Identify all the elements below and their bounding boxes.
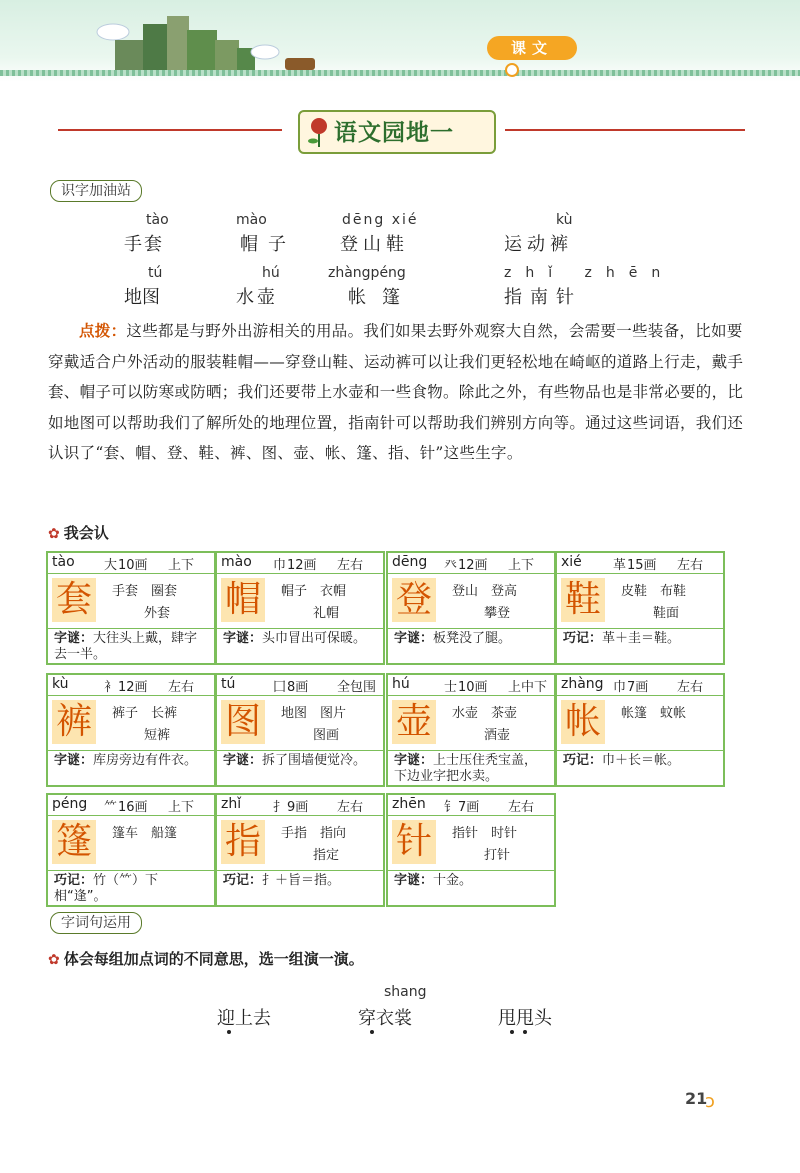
card-character: 套 xyxy=(52,578,96,622)
card-words: 帐篷 蚊帐 xyxy=(621,706,687,721)
card-character: 篷 xyxy=(52,820,96,864)
word-text: 水壶 xyxy=(236,287,278,308)
page-header xyxy=(0,0,800,82)
emphasis-dot xyxy=(227,1030,231,1034)
card-words: 水壶 茶壶 xyxy=(452,706,518,721)
card-words-extra: 酒壶 xyxy=(484,728,511,743)
card-words-extra: 外套 xyxy=(144,606,171,621)
card-words: 登山 登高 xyxy=(452,584,518,599)
card-words: 手指 指向 xyxy=(281,826,347,841)
recognize-title: 我会认 xyxy=(63,524,109,542)
card-hint xyxy=(48,750,214,771)
card-words-extra: 打针 xyxy=(484,848,511,863)
card-words-extra: 礼帽 xyxy=(313,606,340,621)
phrase-3: 甩甩头 xyxy=(498,1008,552,1029)
card-body xyxy=(388,696,554,750)
card-body xyxy=(217,574,383,628)
card-strokes: 12画 xyxy=(458,558,488,573)
card-words: 指针 时针 xyxy=(452,826,518,841)
card-info-row xyxy=(557,675,723,696)
char-card xyxy=(386,551,556,665)
tip-paragraph xyxy=(48,316,754,469)
card-info-row xyxy=(557,553,723,574)
card-hint xyxy=(217,870,383,891)
card-character: 针 xyxy=(392,820,436,864)
card-hint-label: 字谜： xyxy=(223,753,263,768)
flower-icon: ✿ xyxy=(48,526,60,542)
char-card xyxy=(555,551,725,665)
card-radical: 钅 xyxy=(444,800,458,815)
card-pinyin: hú xyxy=(392,676,410,692)
word-pinyin: mào xyxy=(236,212,267,228)
card-hint-text: 大往头上戴，肆字去一半。 xyxy=(54,631,198,662)
card-pinyin: zhēn xyxy=(392,796,426,812)
card-words-extra: 图画 xyxy=(313,728,340,743)
recognize-heading xyxy=(48,522,109,543)
card-hint-label: 字谜： xyxy=(394,631,434,646)
card-hint xyxy=(388,870,554,891)
word-pinyin: tú xyxy=(148,265,163,281)
card-info-row xyxy=(48,675,214,696)
card-character: 帽 xyxy=(221,578,265,622)
card-words: 裤子 长裤 xyxy=(112,706,178,721)
card-hint-label: 字谜： xyxy=(223,631,263,646)
card-info-row xyxy=(217,553,383,574)
card-words-extra: 攀登 xyxy=(484,606,511,621)
card-info-row xyxy=(388,795,554,816)
card-hint xyxy=(48,628,214,665)
word-pinyin: tào xyxy=(146,212,169,228)
card-strokes: 10画 xyxy=(458,680,488,695)
card-words-extra: 指定 xyxy=(313,848,340,863)
card-body xyxy=(48,816,214,870)
word-text: 运动裤 xyxy=(504,234,573,255)
card-info-row xyxy=(388,675,554,696)
card-words: 皮鞋 布鞋 xyxy=(621,584,687,599)
card-radical: 囗 xyxy=(273,680,287,695)
card-hint-text: 上士压住秃宝盖，下边业字把水卖。 xyxy=(394,753,538,784)
section-label-usage: 字词句运用 xyxy=(50,912,142,934)
header-border xyxy=(0,70,800,76)
card-structure: 左右 xyxy=(677,558,704,573)
char-card xyxy=(46,551,216,665)
card-radical: 扌 xyxy=(273,800,287,815)
card-hint-label: 巧记： xyxy=(563,753,603,768)
card-hint-label: 巧记： xyxy=(563,631,603,646)
card-info-row xyxy=(217,675,383,696)
city-illustration xyxy=(95,10,325,72)
card-radical: 巾 xyxy=(613,680,627,695)
card-hint xyxy=(48,870,214,907)
card-hint xyxy=(557,750,723,771)
card-body xyxy=(388,574,554,628)
card-hint-text: 革＋圭＝鞋。 xyxy=(602,631,681,646)
word-pinyin: hú xyxy=(262,265,280,281)
card-hint-label: 字谜： xyxy=(54,753,94,768)
emphasis-dot xyxy=(370,1030,374,1034)
char-card xyxy=(215,793,385,907)
char-card xyxy=(215,551,385,665)
card-strokes: 8画 xyxy=(287,680,309,695)
card-info-row xyxy=(48,553,214,574)
rose-icon xyxy=(304,114,334,148)
card-strokes: 10画 xyxy=(118,558,148,573)
card-hint-text: 巾＋长＝帐。 xyxy=(602,753,681,768)
card-hint xyxy=(557,628,723,649)
card-hint-text: 库房旁边有件衣。 xyxy=(93,753,198,768)
tip-label: 点拨： xyxy=(79,321,127,340)
card-hint-text: 扌＋旨＝指。 xyxy=(262,873,341,888)
card-words-extra: 鞋面 xyxy=(653,606,680,621)
card-radical: 巾 xyxy=(273,558,287,573)
card-radical: 士 xyxy=(444,680,458,695)
emphasis-dot xyxy=(523,1030,527,1034)
phrase-2-pinyin: shang xyxy=(384,984,427,1000)
card-strokes: 12画 xyxy=(287,558,317,573)
card-radical: 革 xyxy=(613,558,627,573)
card-hint-label: 字谜： xyxy=(54,631,94,646)
title-rule-left xyxy=(58,129,282,131)
word-text: 帽子 xyxy=(240,234,296,255)
card-info-row xyxy=(388,553,554,574)
emphasis-dot xyxy=(510,1030,514,1034)
card-words: 帽子 衣帽 xyxy=(281,584,347,599)
card-pinyin: xié xyxy=(561,554,582,570)
word-pinyin: zhàngpéng xyxy=(328,265,406,281)
card-body xyxy=(217,696,383,750)
card-radical: 衤 xyxy=(104,680,118,695)
card-structure: 上下 xyxy=(508,558,535,573)
card-pinyin: tú xyxy=(221,676,236,692)
word-text: 指南针 xyxy=(504,287,582,308)
card-words-extra: 短裤 xyxy=(144,728,171,743)
card-radical: 大 xyxy=(104,558,118,573)
card-hint-text: 竹（⺮）下相“逢”。 xyxy=(54,873,159,904)
card-character: 裤 xyxy=(52,700,96,744)
title-rule-right xyxy=(505,129,745,131)
card-character: 鞋 xyxy=(561,578,605,622)
card-info-row xyxy=(217,795,383,816)
card-radical: 癶 xyxy=(444,558,458,573)
card-strokes: 15画 xyxy=(627,558,657,573)
swirl-ornament-icon: ↄ xyxy=(705,1091,715,1112)
page-title: 语文园地一 xyxy=(334,119,454,146)
char-card xyxy=(386,793,556,907)
card-structure: 全包围 xyxy=(337,680,377,695)
card-body xyxy=(557,574,723,628)
word-pinyin: kù xyxy=(556,212,573,228)
card-hint xyxy=(388,750,554,787)
card-hint-label: 巧记： xyxy=(223,873,263,888)
card-strokes: 12画 xyxy=(118,680,148,695)
card-body xyxy=(217,816,383,870)
task-text: 体会每组加点词的不同意思，选一组演一演。 xyxy=(63,950,364,968)
card-pinyin: péng xyxy=(52,796,88,812)
card-structure: 上中下 xyxy=(508,680,548,695)
char-card xyxy=(215,673,385,787)
word-text: 地图 xyxy=(124,287,160,308)
card-pinyin: dēng xyxy=(392,554,428,570)
card-hint-text: 板凳没了腿。 xyxy=(433,631,512,646)
card-hint-label: 巧记： xyxy=(54,873,94,888)
card-hint-text: 十金。 xyxy=(433,873,473,888)
card-hint-label: 字谜： xyxy=(394,753,434,768)
card-hint xyxy=(217,750,383,771)
card-radical: ⺮ xyxy=(104,800,118,815)
card-hint xyxy=(388,628,554,649)
card-pinyin: zhàng xyxy=(561,676,604,692)
card-structure: 左右 xyxy=(168,680,195,695)
flower-icon: ✿ xyxy=(48,952,60,968)
phrase-1: 迎上去 xyxy=(217,1008,271,1029)
word-text: 登山鞋 xyxy=(340,234,409,255)
char-card xyxy=(386,673,556,787)
card-body xyxy=(48,696,214,750)
card-hint-text: 头巾冒出可保暖。 xyxy=(262,631,367,646)
word-pinyin: zhǐ zhēn xyxy=(504,265,675,281)
card-character: 壶 xyxy=(392,700,436,744)
char-card xyxy=(46,793,216,907)
card-strokes: 16画 xyxy=(118,800,148,815)
card-body xyxy=(388,816,554,870)
card-pinyin: mào xyxy=(221,554,252,570)
card-character: 指 xyxy=(221,820,265,864)
card-body xyxy=(557,696,723,750)
card-character: 登 xyxy=(392,578,436,622)
card-strokes: 7画 xyxy=(627,680,649,695)
tab-marker xyxy=(505,63,519,77)
card-character: 图 xyxy=(221,700,265,744)
word-text: 手套 xyxy=(124,234,164,255)
card-body xyxy=(48,574,214,628)
card-structure: 左右 xyxy=(508,800,535,815)
card-strokes: 7画 xyxy=(458,800,480,815)
char-card xyxy=(555,673,725,787)
page-number: 21 xyxy=(685,1089,708,1108)
card-words: 手套 圈套 xyxy=(112,584,178,599)
card-structure: 上下 xyxy=(168,558,195,573)
word-text: 帐篷 xyxy=(348,287,416,308)
card-structure: 左右 xyxy=(677,680,704,695)
card-hint-label: 字谜： xyxy=(394,873,434,888)
card-hint-text: 拆了围墙便觉冷。 xyxy=(262,753,367,768)
card-info-row xyxy=(48,795,214,816)
phrase-2: 穿衣裳 xyxy=(358,1008,412,1029)
card-structure: 左右 xyxy=(337,558,364,573)
task-instruction xyxy=(48,948,364,969)
card-words: 地图 图片 xyxy=(281,706,347,721)
char-card xyxy=(46,673,216,787)
card-structure: 左右 xyxy=(337,800,364,815)
lesson-tab[interactable]: 课文 xyxy=(487,36,577,60)
card-pinyin: tào xyxy=(52,554,75,570)
word-pinyin: dēng xié xyxy=(342,212,419,228)
card-character: 帐 xyxy=(561,700,605,744)
card-structure: 上下 xyxy=(168,800,195,815)
card-pinyin: kù xyxy=(52,676,69,692)
card-pinyin: zhǐ xyxy=(221,796,242,812)
card-strokes: 9画 xyxy=(287,800,309,815)
tip-text: 这些都是与野外出游相关的用品。我们如果去野外观察大自然，会需要一些装备，比如要穿戴适合户外活动的服装鞋帽——穿登山鞋、运动裤可以让我们更轻松地在崎岖的道路上行走，戴手套、帽子可以防寒或防晒；我们还要带上水壶和一些食物。除此之外，有些物品也是非常必要的，比如地图可以帮助我们了解所处的地理位置，指南针可以帮助我们辨别方向等。通过这些词语，我们还认识了“套、帽、登、鞋、裤、图、壶、帐、篷、指、针”这些生字。 xyxy=(48,322,744,462)
card-words: 篷车 船篷 xyxy=(112,826,178,841)
card-hint xyxy=(217,628,383,649)
section-label-literacy: 识字加油站 xyxy=(50,180,142,202)
